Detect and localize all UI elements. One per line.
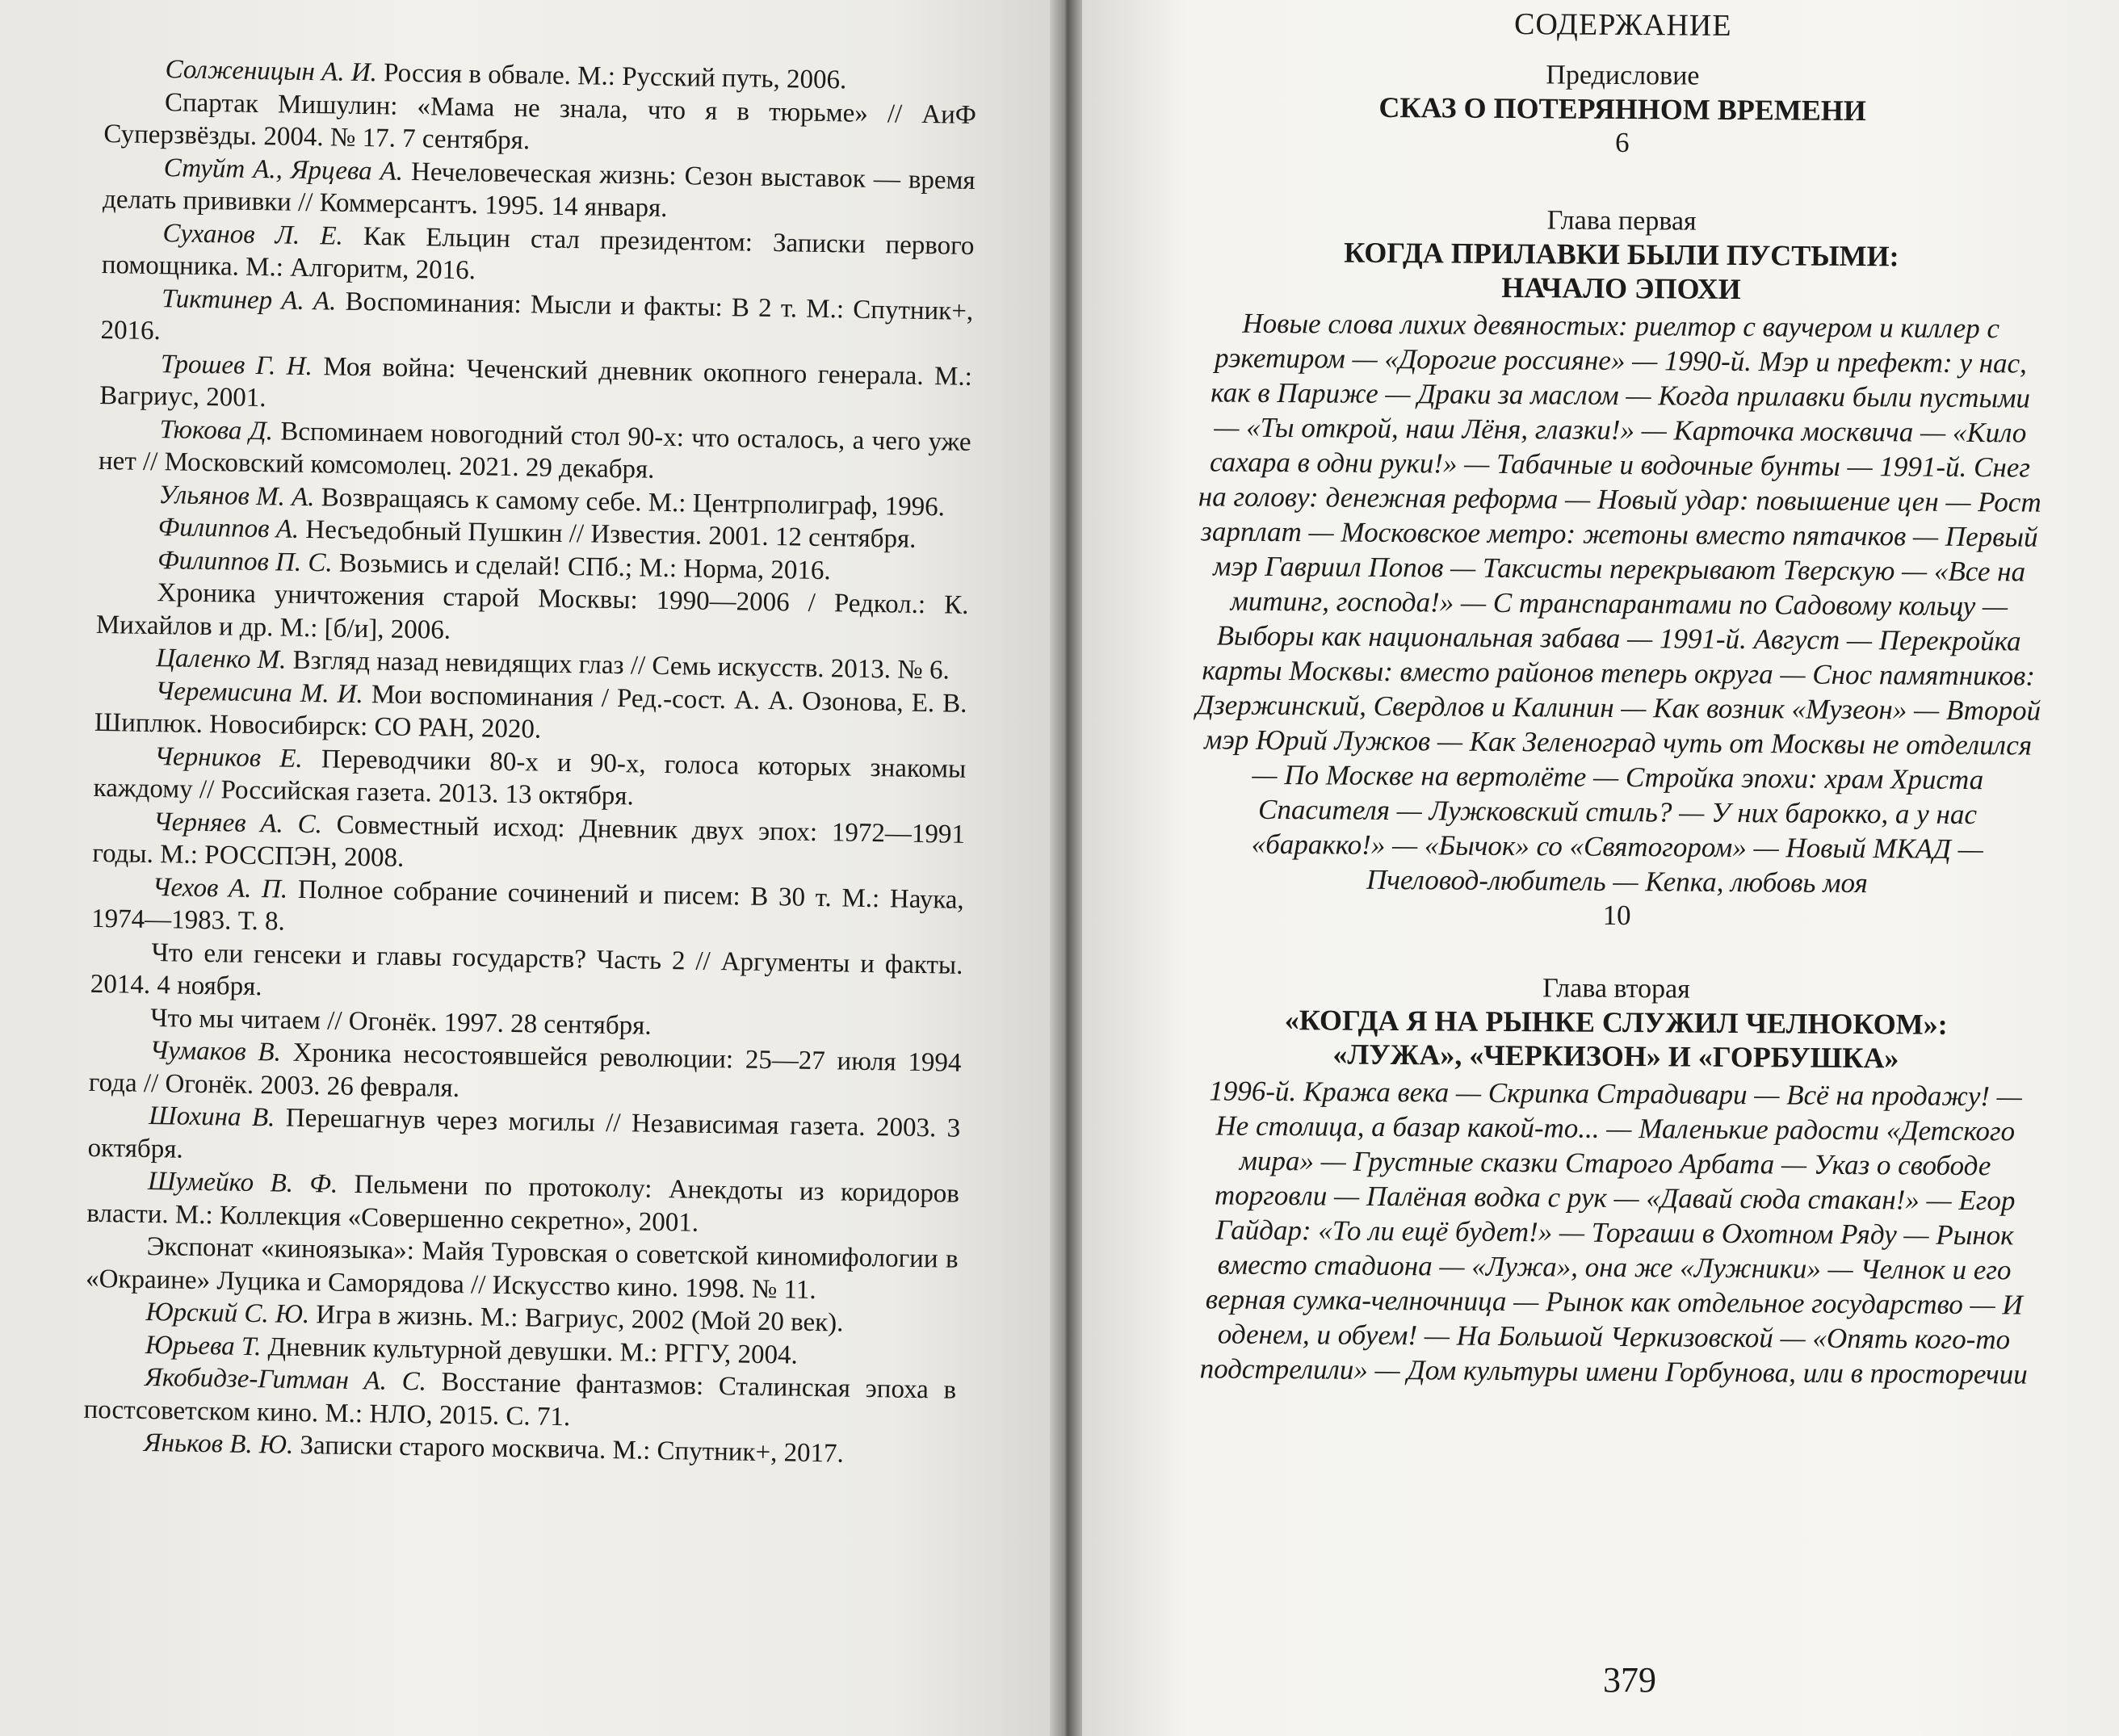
bibliography-list bbox=[83, 52, 977, 1472]
entry-author: Шохина В. bbox=[149, 1101, 275, 1133]
entry-text: Моя война: Чеченский дневник окопного генерала. М.: Вагриус, 2001. bbox=[99, 351, 973, 413]
entry-text: Мои воспоминания / Ред.-сост. А. А. Озонова, Е. В. Шиплюк. Новосибирск: СО РАН, 2020. bbox=[94, 679, 967, 744]
toc-chapter-2 bbox=[1190, 970, 2041, 1391]
toc-chapter-1 bbox=[1193, 202, 2046, 935]
preface-title: СКАЗ О ПОТЕРЯННОМ ВРЕМЕНИ bbox=[1378, 90, 1866, 128]
page-number: 379 bbox=[1603, 1660, 1656, 1700]
entry-author: Яньков В. Ю. bbox=[143, 1428, 294, 1460]
entry-text: Восстание фантазмов: Сталинская эпоха в постсоветском кино. М.: НЛО, 2015. С. 71. bbox=[83, 1367, 957, 1432]
chapter-1-title-line-1: КОГДА ПРИЛАВКИ БЫЛИ ПУСТЫМИ: bbox=[1344, 236, 1899, 273]
entry-author: Филиппов А. bbox=[157, 513, 300, 544]
entry-author: Солженицын А. И. bbox=[165, 55, 378, 88]
entry-text: Воспоминания: Мысли и факты: В 2 т. М.: Спутник+, 2016. bbox=[100, 287, 974, 346]
chapter-2-label: Глава вторая bbox=[1542, 973, 1690, 1004]
preface-page-number: 6 bbox=[1614, 126, 1630, 159]
entry-text: Что мы читаем // Огонёк. 1997. 28 сентября. bbox=[149, 1003, 652, 1041]
entry-text: Вспоминаем новогодний стол 90-х: что осталось, а чего уже нет // Московский комсомолец. 2021. 29 декабря. bbox=[98, 416, 971, 484]
chapter-2-title-line-2: «ЛУЖА», «ЧЕРКИЗОН» И «ГОРБУШКА» bbox=[1332, 1038, 1899, 1075]
toc-preface bbox=[1198, 57, 2047, 162]
entry-text: Взгляд назад невидящих глаз // Семь искусств. 2013. № 6. bbox=[292, 645, 950, 686]
chapter-1-page-number: 10 bbox=[1602, 899, 1631, 932]
entry-text: Хроника уничтожения старой Москвы: 1990—2006 / Редкол.: К. Михайлов и др. М.: [б/и], 2006. bbox=[95, 578, 969, 645]
entry-text: Несъедобный Пушкин // Известия. 2001. 12 сентября. bbox=[305, 514, 917, 554]
entry-author: Чехов А. П. bbox=[152, 872, 288, 904]
entry-author: Черняев А. С. bbox=[153, 807, 323, 839]
chapter-2-title-line-1: «КОГДА Я НА РЫНКЕ СЛУЖИЛ ЧЕЛНОКОМ»: bbox=[1284, 1004, 1948, 1041]
table-of-contents bbox=[1190, 3, 2047, 1391]
entry-text: Записки старого москвича. М.: Спутник+, 2017. bbox=[300, 1431, 845, 1469]
right-page-contents bbox=[1082, 0, 2119, 1736]
preface-label: Предисловие bbox=[1546, 60, 1700, 91]
chapter-1-label: Глава первая bbox=[1546, 205, 1697, 237]
entry-text: Совместный исход: Дневник двух эпох: 1972—1991 годы. М.: РОССПЭН, 2008. bbox=[92, 810, 966, 873]
entry-text: Возьмись и сделай! СПб.; М.: Норма, 2016. bbox=[338, 548, 831, 585]
entry-author: Трошев Г. Н. bbox=[160, 349, 313, 381]
entry-author: Чумаков В. bbox=[149, 1036, 282, 1067]
entry-author: Цаленко М. bbox=[155, 644, 287, 675]
entry-author: Якобидзе-Гитман А. С. bbox=[144, 1362, 427, 1397]
entry-author: Тиктинер А. А. bbox=[161, 283, 337, 317]
entry-author: Тюкова Д. bbox=[159, 414, 274, 446]
entry-text: Хроника несостоявшейся революции: 25—27 июля 1994 года // Огонёк. 2003. 26 февраля. bbox=[88, 1038, 962, 1103]
entry-text: Нечеловеческая жизнь: Сезон выставок — время делать прививки // Коммерсантъ. 1995. 14 января. bbox=[102, 157, 976, 223]
toc-title: СОДЕРЖАНИЕ bbox=[1513, 7, 1732, 43]
entry-text: Возвращаясь к самому себе. М.: Центрполиграф, 1996. bbox=[321, 482, 946, 522]
entry-author: Черемисина М. И. bbox=[155, 676, 364, 709]
entry-text: Пельмени по протоколу: Анекдоты из коридоров власти. М.: Коллекция «Совершенно секретно», 2001. bbox=[86, 1170, 960, 1238]
entry-text: Экспонат «киноязыка»: Майя Туровская о советской киномифологии в «Окраине» Луцика и Саморядова // Искусство кино. 1998. № 11. bbox=[85, 1231, 959, 1305]
entry-author: Черников Е. bbox=[154, 741, 303, 774]
entry-text: Игра в жизнь. М.: Вагриус, 2002 (Мой 20 век). bbox=[316, 1300, 844, 1338]
entry-author: Суханов Л. Е. bbox=[162, 218, 344, 251]
entry-text: Россия в обвале. М.: Русский путь, 2006. bbox=[383, 58, 847, 95]
entry-author: Шумейко В. Ф. bbox=[147, 1167, 338, 1199]
entry-author: Филиппов П. С. bbox=[157, 545, 333, 578]
left-page-bibliography bbox=[0, 0, 1050, 1736]
entry-author: Стуйт А., Ярцева А. bbox=[163, 153, 404, 187]
entry-author: Юрьева Т. bbox=[145, 1330, 262, 1361]
entry-author: Юрский С. Ю. bbox=[145, 1297, 310, 1330]
chapter-1-title-line-2: НАЧАЛО ЭПОХИ bbox=[1501, 270, 1741, 306]
entry-text: Как Ельцин стал президентом: Записки первого помощника. М.: Алгоритм, 2016. bbox=[101, 221, 975, 286]
entry-text: Дневник культурной девушки. М.: РГГУ, 2004. bbox=[267, 1331, 799, 1370]
entry-author: Ульянов М. А. bbox=[158, 480, 315, 512]
book-gutter bbox=[1050, 0, 1082, 1736]
entry-text: Спартак Мишулин: «Мама не знала, что я в тюрьме» // АиФ Суперзвёзды. 2004. № 17. 7 сентября. bbox=[103, 87, 977, 156]
chapter-1-description: Новые слова лихих девяностых: риелтор с ваучером и киллер с рэкетиром — «Дорогие россияне» — 1990-й. Мэр и префект: у нас, как в Париже — Драки за маслом — Когда прилавки были пустыми — «Ты открой, наш Лёня, глазки!» — Карточка москвича — «Кило сахара в одни руки!» — Табачные и водочные бунты — 1991-й. Снег на голову: денежная реформа — Новый удар: повышение цен — Рост зарплат — Московское метро: жетоны вместо пятачков — Первый мэр Гавриил Попов — Таксисты перекрывают Тверскую — «Все на митинг, господа!» — С транспарантами по Садовому кольцу — Выборы как национальная забава — 1991-й. Август — Перекройка карты Москвы: вместо районов теперь округа — Снос памятников: Дзержинский, Свердлов и Калинин — Как возник «Музеон» — Второй мэр Юрий Лужков — Как Зеленоград чуть от Москвы не отделился — По Москве на вертолёте — Стройка эпохи: храм Христа Спасителя — Лужковский стиль? — У них барокко, а у нас «баракко!» — «Бычок» со «Святогором» — Новый МКАД — Пчеловод-любитель — Кепка, любовь моя bbox=[1195, 307, 2041, 899]
entry-text: Что ели генсеки и главы государств? Часть 2 // Аргументы и факты. 2014. 4 ноября. bbox=[90, 937, 963, 1002]
entry-text: Перешагнув через могилы // Независимая газета. 2003. 3 октября. bbox=[87, 1103, 961, 1164]
chapter-2-description: 1996-й. Кража века — Скрипка Страдивари — Всё на продажу! — Не столица, а базар какой-то... — Маленькие радости «Детского мира» — Грустные сказки Старого Арбата — Указ о свободе торговли — Палёная водка с рук — «Давай сюда стакан!» — Егор Гайдар: «То ли ещё будет!» — Торгаши в Охотном Ряду — Рынок вместо стадиона — «Лужа», она же «Лужники» — Челнок и его верная сумка-челночница — Рынок как отдельное государство — И оденем, и обуем! — На Большой Черкизовской — «Опять кого-то подстрелили» — Дом культуры имени Горбунова, или в просторечии bbox=[1199, 1075, 2028, 1390]
entry-text: Полное собрание сочинений и писем: В 30 т. М.: Наука, 1974—1983. Т. 8. bbox=[90, 874, 964, 937]
entry-text: Переводчики 80-х и 90-х, голоса которых знакомы каждому // Российская газета. 2013. 13 октября. bbox=[93, 744, 967, 811]
